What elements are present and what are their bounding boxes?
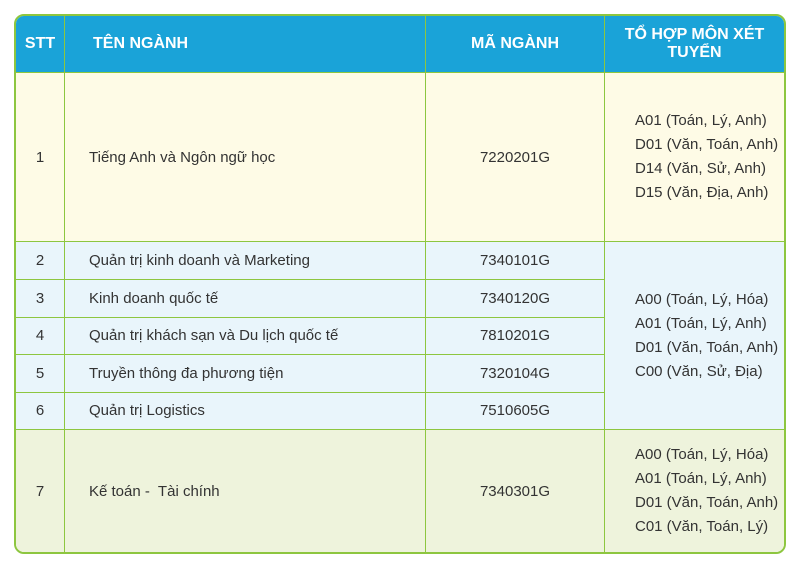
header-name: TÊN NGÀNH — [65, 16, 426, 73]
row-code: 7220201G — [426, 73, 605, 242]
row-stt: 6 — [16, 392, 65, 430]
row-stt: 2 — [16, 242, 65, 280]
table-row — [16, 242, 784, 280]
admission-table — [14, 14, 786, 554]
row-stt: 4 — [16, 317, 65, 355]
table-header-row — [16, 16, 784, 73]
combination-item: D15 (Văn, Địa, Anh) — [635, 184, 769, 202]
combination-item: A01 (Toán, Lý, Anh) — [635, 470, 767, 488]
combination-item: A01 (Toán, Lý, Anh) — [635, 112, 767, 130]
combination-item: D01 (Văn, Toán, Anh) — [635, 494, 779, 512]
row-stt: 1 — [16, 73, 65, 242]
combination-item: D01 (Văn, Toán, Anh) — [635, 338, 779, 356]
row-stt: 3 — [16, 280, 65, 318]
combination-item: D14 (Văn, Sử, Anh) — [635, 160, 766, 178]
row-code: 7340301G — [426, 430, 605, 552]
table-row — [16, 73, 784, 242]
row-stt: 5 — [16, 355, 65, 393]
row-code: 7810201G — [426, 317, 605, 355]
combination-item: C01 (Văn, Toán, Lý) — [635, 518, 769, 536]
header-stt: STT — [16, 16, 65, 73]
row-code: 7340120G — [426, 280, 605, 318]
row-name: Quản trị kinh doanh và Marketing — [65, 242, 426, 280]
row-combinations — [605, 430, 785, 552]
row-name: Quản trị Logistics — [65, 392, 426, 430]
row-name: Truyền thông đa phương tiện — [65, 355, 426, 393]
row-combinations — [605, 73, 785, 242]
row-code: 7340101G — [426, 242, 605, 280]
combination-item: C00 (Văn, Sử, Địa) — [635, 362, 763, 380]
header-combinations: TỔ HỢP MÔN XÉT TUYỂN — [605, 16, 785, 73]
row-name: Quản trị khách sạn và Du lịch quốc tế — [65, 317, 426, 355]
header-code: MÃ NGÀNH — [426, 16, 605, 73]
combination-item: A00 (Toán, Lý, Hóa) — [635, 290, 769, 308]
table-row — [16, 430, 784, 552]
row-name: Kế toán - Tài chính — [65, 430, 426, 552]
row-name: Tiếng Anh và Ngôn ngữ học — [65, 73, 426, 242]
row-name: Kinh doanh quốc tế — [65, 280, 426, 318]
majors-table — [16, 16, 784, 552]
combination-item: D01 (Văn, Toán, Anh) — [635, 136, 779, 154]
row-combinations — [605, 242, 785, 430]
row-stt: 7 — [16, 430, 65, 552]
row-code: 7510605G — [426, 392, 605, 430]
row-code: 7320104G — [426, 355, 605, 393]
combination-item: A00 (Toán, Lý, Hóa) — [635, 446, 769, 464]
combination-item: A01 (Toán, Lý, Anh) — [635, 314, 767, 332]
